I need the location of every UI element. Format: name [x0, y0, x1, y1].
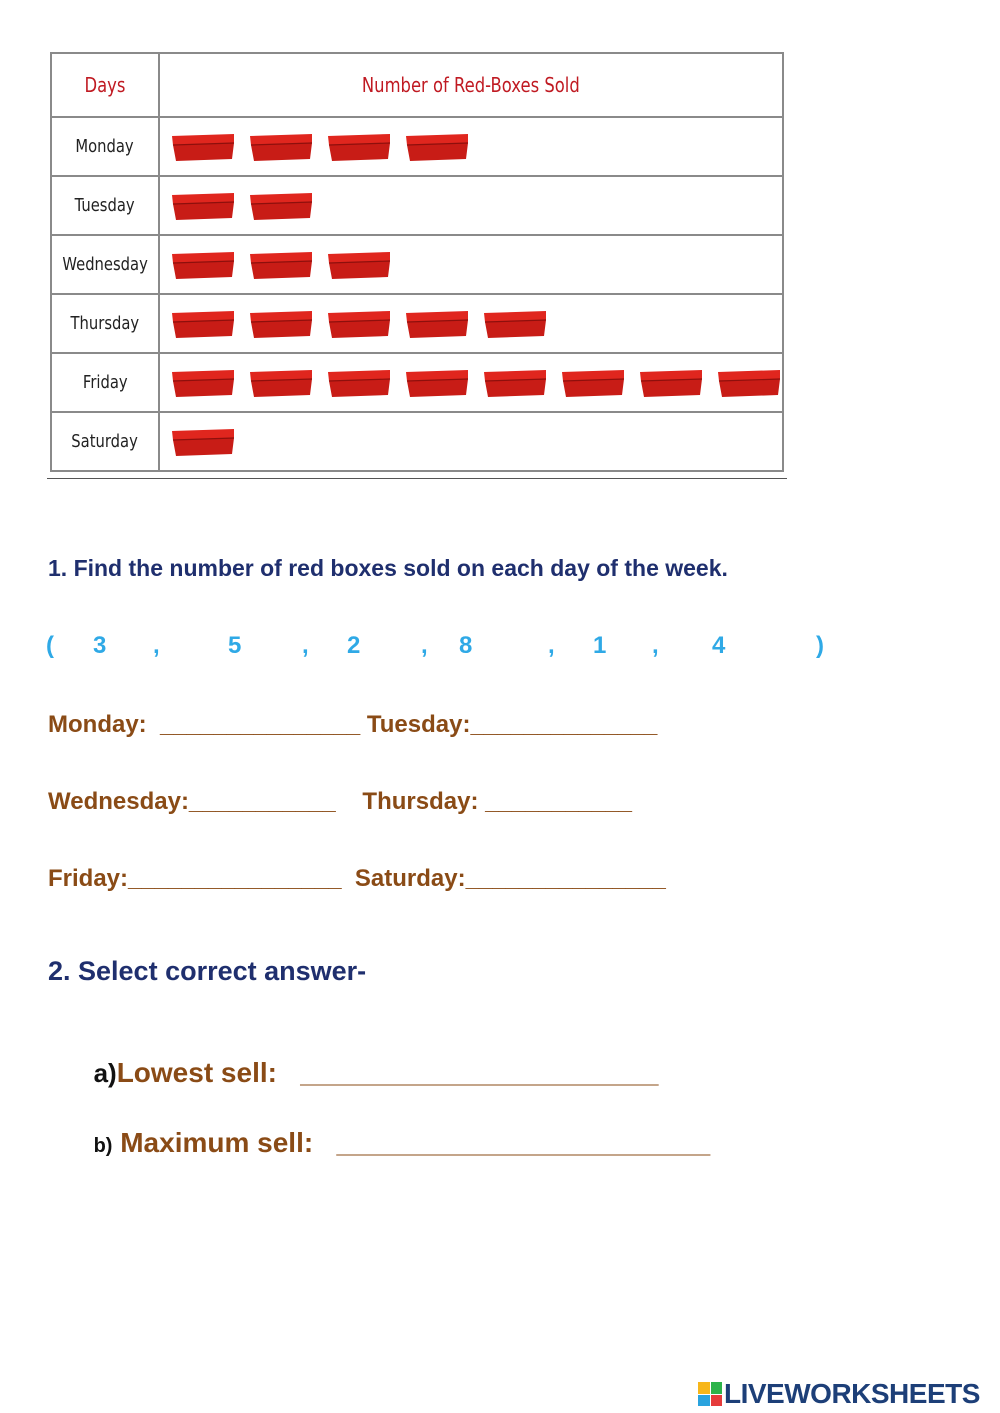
red-box-icon [170, 249, 236, 281]
answer-line-monday-tuesday[interactable]: Monday: _______________ Tuesday:______________ [48, 711, 658, 738]
logo-block [698, 1395, 710, 1407]
answer-line-wednesday-thursday[interactable]: Wednesday:___________ Thursday: ___________ [48, 788, 632, 815]
option-separator: , [548, 632, 555, 659]
red-box-icon [248, 249, 314, 281]
red-box-icon [170, 426, 236, 458]
table-row-saturday [51, 412, 783, 471]
sub-question-b[interactable] [78, 1095, 710, 1159]
table-row-monday [51, 117, 783, 176]
red-box-icon [404, 131, 470, 163]
logo-block [711, 1395, 723, 1407]
box-row [160, 236, 782, 293]
red-box-icon [326, 131, 392, 163]
boxes-cell [159, 353, 783, 412]
liveworksheets-wordmark: LIVEWORKSHEETS [724, 1378, 980, 1409]
option-value[interactable]: 3 [93, 632, 107, 659]
day-cell: Monday [51, 117, 159, 176]
box-row [160, 118, 782, 175]
red-box-icon [170, 131, 236, 163]
table-row-tuesday [51, 176, 783, 235]
red-box-icon [716, 367, 782, 399]
options-close-paren: ) [816, 632, 824, 659]
sub-question-b-marker: b) [93, 1135, 113, 1157]
options-open-paren: ( [46, 632, 54, 659]
red-box-icon [248, 367, 314, 399]
box-row [160, 413, 782, 470]
red-box-icon [248, 190, 314, 222]
boxes-cell [159, 294, 783, 353]
red-box-icon [404, 367, 470, 399]
red-box-icon [326, 367, 392, 399]
pictograph-table [50, 52, 784, 472]
box-row [160, 177, 782, 234]
option-separator: , [652, 632, 659, 659]
red-box-icon [482, 367, 548, 399]
option-value[interactable]: 2 [347, 632, 361, 659]
boxes-cell [159, 176, 783, 235]
question-1-heading: 1. Find the number of red boxes sold on each day of the week. [48, 555, 728, 581]
day-cell: Friday [51, 353, 159, 412]
liveworksheets-logo-icon [698, 1382, 722, 1406]
table-header-row [51, 53, 783, 117]
day-cell: Wednesday [51, 235, 159, 294]
red-box-icon [170, 190, 236, 222]
day-cell: Tuesday [51, 176, 159, 235]
option-value[interactable]: 5 [228, 632, 242, 659]
red-box-icon [248, 131, 314, 163]
header-boxes: Number of Red-Boxes Sold [159, 53, 783, 117]
red-box-icon [560, 367, 626, 399]
sub-question-a[interactable] [78, 1025, 658, 1089]
box-row [160, 295, 782, 352]
option-separator: , [421, 632, 428, 659]
liveworksheets-brand [698, 1378, 980, 1410]
table-row-wednesday [51, 235, 783, 294]
red-box-icon [326, 308, 392, 340]
table-underline [47, 478, 787, 479]
red-box-icon [170, 367, 236, 399]
boxes-cell [159, 117, 783, 176]
option-separator: , [153, 632, 160, 659]
logo-block [711, 1382, 723, 1394]
option-value[interactable]: 4 [712, 632, 726, 659]
red-box-icon [482, 308, 548, 340]
box-row [160, 354, 782, 411]
option-value[interactable]: 1 [593, 632, 607, 659]
sub-question-a-marker: a) [93, 1058, 117, 1088]
red-box-icon [170, 308, 236, 340]
red-box-icon [404, 308, 470, 340]
table-row-friday [51, 353, 783, 412]
red-box-icon [638, 367, 704, 399]
option-value[interactable]: 8 [459, 632, 473, 659]
lowest-sell-answer[interactable]: Lowest sell: _______________________ [116, 1057, 659, 1088]
day-cell: Saturday [51, 412, 159, 471]
option-separator: , [302, 632, 309, 659]
logo-block [698, 1382, 710, 1394]
question-2-heading: 2. Select correct answer- [48, 956, 367, 986]
header-days: Days [51, 53, 159, 117]
table-row-thursday [51, 294, 783, 353]
day-cell: Thursday [51, 294, 159, 353]
boxes-cell [159, 412, 783, 471]
red-box-icon [326, 249, 392, 281]
maximum-sell-answer[interactable]: Maximum sell: ________________________ [112, 1127, 711, 1158]
boxes-cell [159, 235, 783, 294]
red-box-icon [248, 308, 314, 340]
answer-line-friday-saturday[interactable]: Friday:________________ Saturday:_______________ [48, 865, 666, 892]
